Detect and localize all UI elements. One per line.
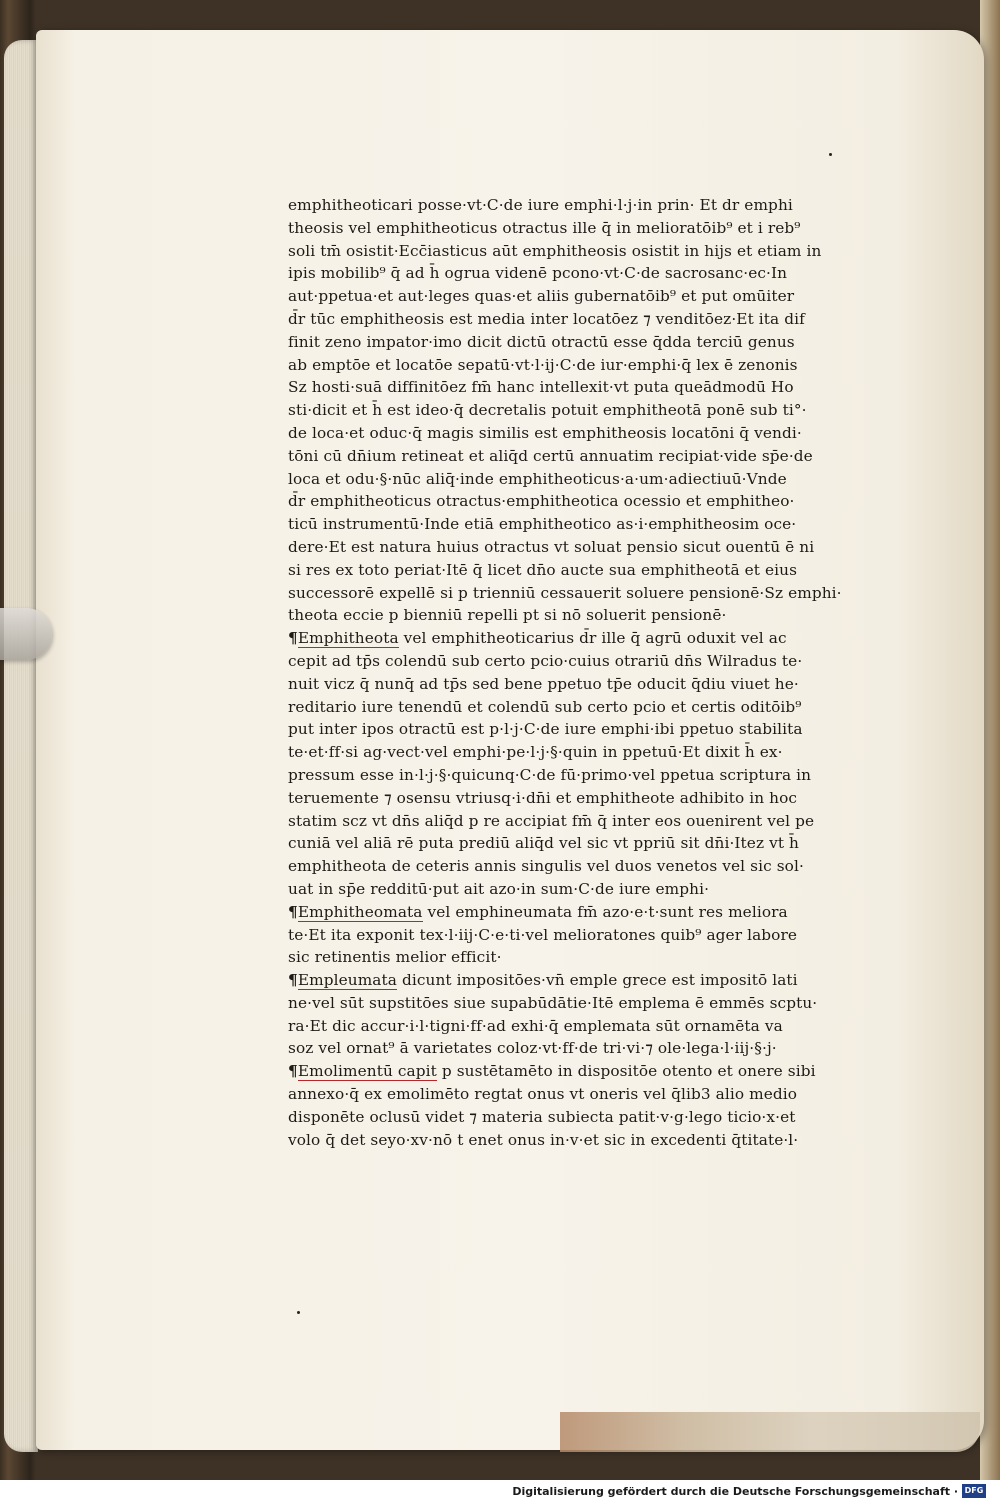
text-line [288,536,894,559]
text-segment: soli tm̄ osistit·Ecc̄iasticus aūt emphitheosis osistit in hijs et etiam in [288,241,822,260]
text-line [288,1015,894,1038]
text-line [288,627,894,650]
text-line [288,445,894,468]
text-line [288,718,894,741]
paragraph-mark-icon: ¶ [288,971,298,990]
text-segment: ra·Et dic accur·i·l·tigni·ff·ad exhi·q̄ emplemata sūt ornamēta va [288,1016,783,1035]
text-segment: finit zeno impator·imo dicit dictū otractū esse q̄dda terciū genus [288,332,795,351]
text-segment: ab emptōe et locatōe sepatū·vt·l·ij·C·de iur·emphi·q̄ lex ē zenonis [288,355,798,374]
text-line [288,1037,894,1060]
text-line [288,468,894,491]
text-line [288,422,894,445]
text-segment: nuit vicz q̄ nunq̄ ad tp̄s sed bene ppetuo tp̄e oducit q̄diu viuet he· [288,674,799,693]
text-line [288,240,894,263]
paragraph-mark-icon: ¶ [288,1062,298,1081]
text-segment: vel emphitheoticarius d̄r ille q̄ agrū oduxit vel ac [398,629,787,648]
text-segment: p sustētamēto in dispositōe otento et onere sibi [436,1062,816,1081]
ink-speck [297,1311,300,1314]
text-segment: disponēte oclusū videt ⁊ materia subiecta patit·v·g·lego ticio·x·et [288,1107,796,1126]
text-segment: dere·Et est natura huius otractus vt soluat pensio sicut ouentū ē ni [288,537,815,556]
page-bottom-edge [560,1412,980,1452]
text-line [288,354,894,377]
text-line [288,741,894,764]
rubric-headword: Emphitheomata [297,902,423,921]
text-segment: cuniā vel aliā rē puta prediū aliq̄d vel sic vt ppriū sit dn̄i·Itez vt h̄ [288,834,799,853]
text-segment: loca et odu·§·nūc aliq̄·inde emphitheoticus·a·um·adiectiuū·Vnde [288,469,787,488]
text-segment: pressum esse in·l·j·§·quicunq·C·de fū·primo·vel ppetua scriptura in [288,765,812,784]
text-segment: emphitheoticari posse·vt·C·de iure emphi·l·j·in prin· Et dr emphi [288,196,793,214]
rubric-headword: Emolimentū capit [297,1062,437,1081]
text-segment: sic retinentis melior efficit· [288,948,502,967]
printed-text-block [288,194,894,1151]
ink-speck [829,153,832,156]
text-line [288,946,894,969]
text-segment: tōni cū dn̄ium retineat et aliq̄d certū annuatim recipiat·vide sp̄e·de [288,446,813,465]
text-segment: statim scz vt dn̄s aliq̄d p re accipiat fm̄ q̄ inter eos ouenirent vel pe [288,811,815,830]
text-line [288,331,894,354]
page-stack-edge [4,40,38,1452]
text-line [288,582,894,605]
text-segment: ne·vel sūt supstitōes siue supabūdātie·Itē emplema ē emmēs scptu· [288,993,818,1012]
text-line [288,399,894,422]
text-line [288,308,894,331]
rubric-headword: Empleumata [297,971,397,990]
text-segment: reditario iure tenendū et colendū sub certo pcio et certis oditōib⁹ [288,697,802,716]
text-segment: ticū instrumentū·Inde etiā emphitheotico as·i·emphitheosim oce· [288,515,797,534]
text-line [288,262,894,285]
text-segment: aut·ppetua·et aut·leges quas·et aliis gubernatōib⁹ et put omūiter [288,287,795,306]
text-line [288,810,894,833]
text-line [288,1106,894,1129]
text-segment: dicunt impositōes·vn̄ emple grece est impositō lati [397,971,798,990]
text-line [288,376,894,399]
text-line [288,832,894,855]
text-segment: cepit ad tp̄s colendū sub certo pcio·cuius otrariū dn̄s Wilradus te· [288,651,803,670]
text-segment: emphitheota de ceteris annis singulis vel duos venetos vel sic sol· [288,857,804,876]
text-line [288,650,894,673]
footer-credit: Digitalisierung gefördert durch die Deutsche Forschungsgemeinschaft · [512,1485,958,1498]
text-line [288,217,894,240]
text-segment: d̄r tūc emphitheosis est media inter locatōez ⁊ venditōez·Et ita dif [288,309,805,328]
text-segment: successorē expellē si p trienniū cessauerit soluere pensionē·Sz emphi· [288,583,842,602]
text-line [288,490,894,513]
text-line [288,285,894,308]
digitization-footer [0,1480,1000,1503]
paragraph-mark-icon: ¶ [288,902,298,921]
text-line [288,764,894,787]
text-line [288,992,894,1015]
text-line [288,855,894,878]
text-line [288,559,894,582]
text-segment: d̄r emphitheoticus otractus·emphitheotica ocessio et emphitheo· [288,492,795,511]
text-line [288,1060,894,1083]
text-segment: volo q̄ det seyo·xv·nō t enet onus in·v·et sic in excedenti q̄titate·l· [288,1130,799,1149]
text-line [288,604,894,627]
text-segment: si res ex toto periat·Itē q̄ licet dn̄o aucte sua emphitheotā et eius [288,560,798,579]
text-line [288,1083,894,1106]
text-segment: te·et·ff·si ag·vect·vel emphi·pe·l·j·§·quin in ppetuū·Et dixit h̄ ex· [288,743,783,762]
text-segment: teruemente ⁊ osensu vtriusq·i·dn̄i et emphitheote adhibito in hoc [288,788,798,807]
text-line [288,1129,894,1152]
text-segment: ipis mobilib⁹ q̄ ad h̄ ogrua videnē pcono·vt·C·de sacrosanc·ec·In [288,264,788,283]
text-segment: de loca·et oduc·q̄ magis similis est emphitheosis locatōni q̄ vendi· [288,423,802,442]
text-line [288,878,894,901]
text-line [288,787,894,810]
text-segment: annexo·q̄ ex emolimēto regtat onus vt oneris vel q̄lib3 alio medio [288,1085,798,1104]
text-segment: theosis vel emphitheoticus otractus ille q̄ in melioratōib⁹ et i reb⁹ [288,218,801,237]
text-line [288,969,894,992]
text-segment: te·Et ita exponit tex·l·iij·C·e·ti·vel melioratones quib⁹ ager labore [288,925,798,944]
text-line [288,673,894,696]
page-marker-tab [0,608,52,660]
text-segment: uat in sp̄e redditū·put ait azo·in sum·C·de iure emphi· [288,879,710,898]
text-line [288,924,894,947]
text-line [288,901,894,924]
text-segment: put inter ipos otractū est p·l·j·C·de iure emphi·ibi ppetuo stabilita [288,720,803,739]
text-segment: theota eccie p bienniū repelli pt si nō soluerit pensionē· [288,606,727,625]
dfg-logo: DFG [962,1484,986,1498]
text-segment: sti·dicit et h̄ est ideo·q̄ decretalis potuit emphitheotā ponē sub ti°· [288,401,807,420]
text-line [288,194,894,217]
text-segment: Sz hosti·suā diffinitōez fm̄ hanc intellexit·vt puta queādmodū Ho [288,378,794,397]
rubric-headword: Emphitheota [297,629,399,648]
text-segment: soz vel ornat⁹ ā varietates coloz·vt·ff·de tri·vi·⁊ ole·lega·l·iij·§·j· [288,1039,777,1058]
paragraph-mark-icon: ¶ [288,629,298,648]
text-line [288,513,894,536]
text-segment: vel emphineumata fm̄ azo·e·t·sunt res meliora [422,902,788,921]
text-line [288,696,894,719]
